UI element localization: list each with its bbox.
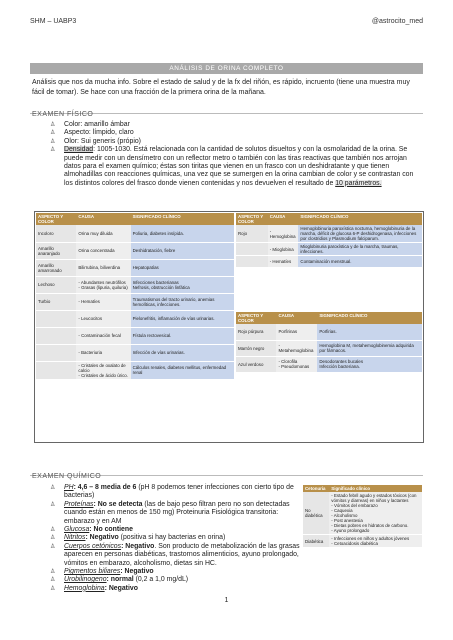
table-cell: Amarillo anaranjado — [36, 242, 76, 259]
table-cell: Desodorantes bucales Infección bacteriana. — [317, 356, 422, 372]
table-cell: Porfirias. — [317, 324, 422, 340]
list-item: ♙ Urobilinogeno: normal (0,2 a 1,0 mg/dL) — [50, 576, 189, 584]
list-item: ♙ Olor: Sui generis (própio) — [50, 137, 141, 145]
table-row — [36, 276, 234, 293]
table-cell — [236, 256, 268, 268]
list-item: ♙ Color: amarillo ámbar — [50, 121, 130, 128]
table-row — [303, 492, 422, 535]
table-cell: - Bacteriuria — [76, 344, 130, 361]
table-cell: - Leucocitos — [76, 310, 130, 327]
bullet-icon: ♙ — [50, 130, 56, 137]
table-header: ASPECTO Y COLOR — [236, 312, 276, 324]
table-cell: Hemoglobina M, metahemoglobinemia adquirida por fármacos. — [317, 340, 422, 356]
bullet-icon: ♙ — [50, 535, 56, 542]
bullet-icon: ♙ — [50, 138, 56, 145]
bullet-icon: ♙ — [50, 543, 56, 550]
table-row — [236, 256, 422, 268]
quimico-list — [50, 484, 300, 593]
table-cell: Turbio — [36, 293, 76, 310]
table-cell: Bilirrubina, biliverdina — [76, 259, 130, 276]
table-row — [36, 293, 234, 310]
table-cell: Diabética — [303, 535, 329, 548]
table-cell: Poliuria, diabetes insípida. — [131, 225, 234, 242]
table-cell: - Hemoglobina — [268, 225, 299, 243]
table-header: SIGNIFICADO CLÍNICO — [298, 213, 422, 225]
table-cell: - Cristales de oxalato de calcio - Cristales de ácido úrico. — [76, 361, 130, 379]
table-header: SIGNIFICADO CLÍNICO — [317, 312, 422, 324]
bullet-icon: ♙ — [50, 527, 56, 534]
table-cell: Orina muy diluida — [76, 225, 130, 242]
table-cell: Mioglobinuria paroxística y de la marcha, traumas, infecciones. — [298, 243, 422, 256]
table-cell: Marrón negro — [236, 340, 276, 356]
table-cell: - Clorofila - Pseudomonas — [276, 356, 317, 372]
bullet-icon: ♙ — [50, 485, 56, 491]
table-cell: Porfirinas — [276, 324, 317, 340]
table-cell: Fístula rectovesical. — [131, 327, 234, 344]
table-row — [236, 356, 422, 372]
table-cell: Hemoglobinuria paroxística nocturna, hemoglobinuria de la marcha, déficit de glucosa 6-P deshidrogenasa, infecciones por clostridios y Plasmodium falciparum. — [298, 225, 422, 243]
table-cell: Contaminación menstrual. — [298, 256, 422, 268]
table-aspecto — [36, 213, 234, 380]
list-item: ♙ Densidad: 1005-1030. Está relacionada con la cantidad de solutos disueltos y con la osmolaridad de la orina. Se puede medir con un densímetro con un reflector metro o también con las tiras reactivas que también nos arrojan datos para el examen químico; éstas son tiritas que vienen en un frasco con un deshidratante y que tienen almohadillas con reacciones químicas, una vez que se sumergen en la orina cambian de color y se contrastan con los distintos colores del frasco donde vienen contenidas y nos devuelven el resultado de 10 parámetros. — [50, 146, 414, 187]
table-row — [236, 340, 422, 356]
list-item: ♙ Cuerpos cetónicos: Negativo. Son producto de metabolización de las grasas aparecen en personas diabéticas, trastornos alimenticios, ayuno prolongado, vómitos en embarazo, alcoholismo, dietas sin HC. — [50, 542, 300, 567]
intro-paragraph: Análisis que nos da mucha info. Sobre el estado de salud y de la fx del riñón, es rápido, incruento (tiene una muestra muy fácil de tomar). Se hace con una fracción de la primera orina de la mañana. — [32, 79, 410, 96]
table-row — [236, 324, 422, 340]
table-row — [36, 327, 234, 344]
table-cell: Infección de vías urinarias. — [131, 344, 234, 361]
table-row — [36, 259, 234, 276]
table-cell — [36, 327, 76, 344]
fisico-list — [50, 121, 423, 188]
table-header: Significado clínico — [329, 485, 422, 492]
table-header: Cetonuria — [303, 485, 329, 492]
table-cell: Orina concentrada — [76, 242, 130, 259]
header-right: @astrocito_med — [371, 18, 423, 25]
table-rojizo — [236, 312, 422, 373]
table-row — [36, 242, 234, 259]
table-cell — [236, 243, 268, 256]
list-item: ♙ Hemoglobina: Negativo — [50, 584, 138, 592]
table-cell — [36, 344, 76, 361]
table-row — [36, 310, 234, 327]
table-cell: - Infecciones en niños y adultos jóvenes - Cetoacidosis diabética — [329, 535, 422, 548]
table-cell: Infecciones bacterianas Nefrosis, obstrucción linfática — [131, 276, 234, 293]
table-cell: Rojo — [236, 225, 268, 243]
table-cell: Deshidratación, fiebre — [131, 242, 234, 259]
table-cell: Traumatismos del tracto urinario, anemias hemolíticas, infecciones. — [131, 293, 234, 310]
bullet-icon: ♙ — [50, 569, 56, 576]
table-cell: Hepatopatías — [131, 259, 234, 276]
list-item: ♙ Nitritos: Negativo (positiva si hay bacterias en orina) — [50, 534, 226, 542]
table-cell: Rojo púrpura — [236, 324, 276, 340]
table-rojo — [236, 213, 422, 268]
table-cell: Cálculos renales, diabetes mellitus, enfermedad renal — [131, 361, 234, 379]
list-item: ♙ PH: 4,6 – 8 media de 6 (pH 8 podemos tener infecciones con cierto tipo de bacterias) — [50, 484, 294, 500]
table-row — [236, 243, 422, 256]
table-cell: Incoloro — [36, 225, 76, 242]
header-left: SHM – UABP3 — [30, 18, 77, 25]
bullet-icon: ♙ — [50, 147, 56, 154]
bullet-icon: ♙ — [50, 577, 56, 584]
table-cell: Azul verdoso — [236, 356, 276, 372]
bullet-icon: ♙ — [50, 585, 56, 592]
table-cell: Amarillo amarronado — [36, 259, 76, 276]
list-item: ♙ Glucosa: No contiene — [50, 526, 133, 534]
table-header: CAUSA — [268, 213, 299, 225]
table-cell: - Abundantes neutrófilos - Grasas (lipuria, quiluria) — [76, 276, 130, 293]
bullet-icon: ♙ — [50, 122, 56, 128]
table-cell — [36, 310, 76, 327]
table-cell: No diabética — [303, 492, 329, 535]
section-heading-fisico: EXAMEN FÍSICO — [30, 103, 423, 114]
table-cell: - Estado febril agudo y estados tóxicos (con vómitos y diarreas) en niños y lactantes - Vómitos del embarazo - Caquexia - Alcoholismo - Post anestesia - Dietas pobres en hidratos de carbono. - Ayuno prolongado — [329, 492, 422, 535]
table-cell: Pielonefritis, inflamación de vías urinarias. — [131, 310, 234, 327]
table-cell: - Hematíes — [268, 256, 299, 268]
table-row — [36, 344, 234, 361]
bullet-icon: ♙ — [50, 501, 56, 508]
table-cell: - Hematíes — [76, 293, 130, 310]
table-row — [36, 361, 234, 379]
list-item: ♙ Proteínas: No se detecta (las de bajo peso filtran pero no son detectadas cuando están en menos de 150 mg) Proteinuria Fisiológica transitoria: embarazo y en AM — [50, 500, 290, 525]
table-header: CAUSA — [276, 312, 317, 324]
table-cell: - Mioglobina — [268, 243, 299, 256]
table-row — [36, 225, 234, 242]
table-header: ASPECTO Y COLOR — [236, 213, 268, 225]
table-cell: - Contaminación fecal — [76, 327, 130, 344]
table-row — [303, 535, 422, 548]
table-header: SIGNIFICADO CLÍNICO — [131, 213, 234, 225]
list-item: ♙ Aspecto: límpido, claro — [50, 129, 134, 137]
table-header: CAUSA — [76, 213, 130, 225]
table-cell: Lechoso — [36, 276, 76, 293]
page-title: ANÁLISIS DE ORINA COMPLETO — [30, 63, 423, 74]
table-row — [236, 225, 422, 243]
table-cell: - Metahemoglobina — [276, 340, 317, 356]
table-header: ASPECTO Y COLOR — [36, 213, 76, 225]
table-cell — [36, 361, 76, 379]
page-number: 1 — [224, 597, 229, 604]
section-heading-quimico: EXAMEN QUÍMICO — [30, 465, 423, 476]
list-item: ♙ Pigmentos biliares: Negativo — [50, 568, 154, 576]
table-cetonuria — [303, 485, 422, 548]
